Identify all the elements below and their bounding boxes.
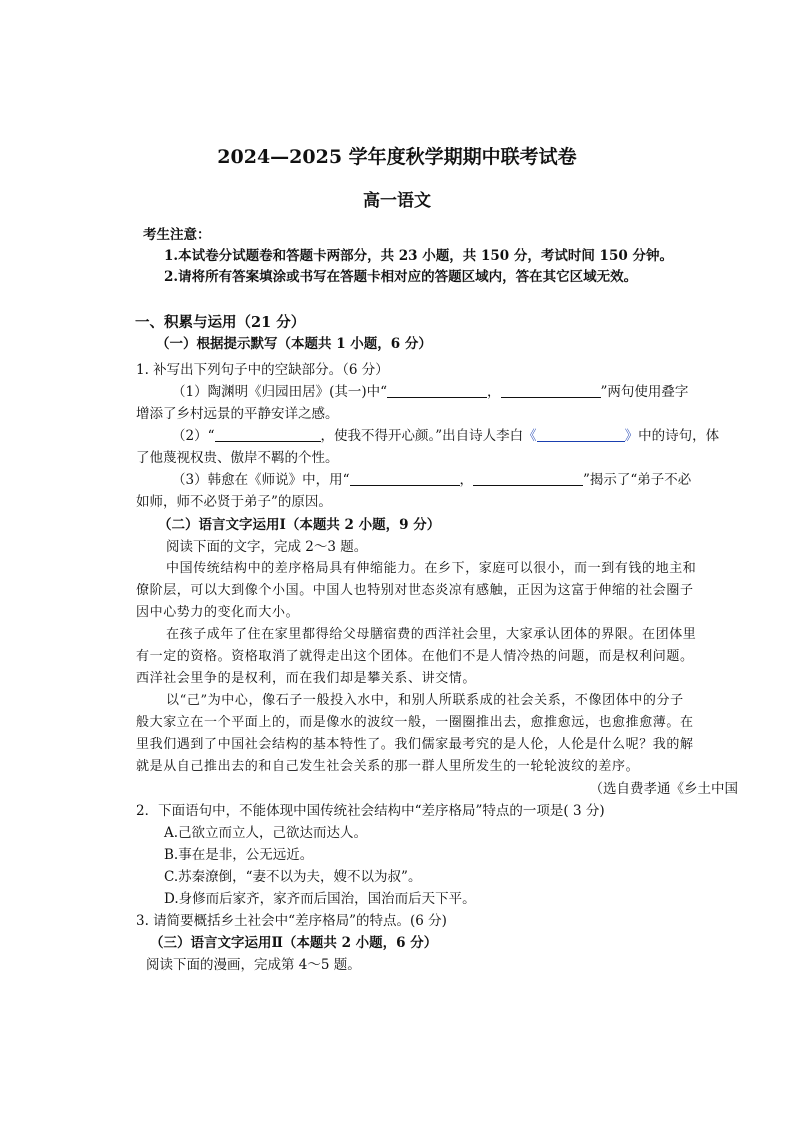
q2-option-c: C.苏秦潦倒，“妻不以为夫，嫂不以为叔”。: [164, 869, 422, 885]
poem-title-blank[interactable]: [537, 427, 625, 442]
passage-line: 在孩子成年了住在家里都得给父母膳宿费的西洋社会里，大家承认团体的界限。在团体里: [166, 627, 697, 642]
q1-3-text-b: ”揭示了“弟子不必: [583, 472, 692, 488]
answer-blank[interactable]: [215, 427, 321, 442]
q1-3-sep: ，: [459, 472, 473, 488]
q2-option-d: D.身修而后家齐，家齐而后国治，国治而后天下平。: [164, 891, 476, 907]
passage-line: 有一定的资格。资格取消了就得走出这个团体。在他们不是人情冷热的问题，而是权利问题。: [136, 649, 694, 664]
passage-source: （选自费孝通《乡土中国: [589, 781, 738, 797]
q2-stem: 2．下面语句中，不能体现中国传统社会结构中“差序格局”特点的一项是( 3 分): [136, 803, 605, 819]
q1-2-cont: 了他蔑视权贵、傲岸不羁的个性。: [136, 450, 339, 466]
q1-2-line: [172, 425, 719, 447]
notice-heading: 考生注意：: [143, 227, 211, 243]
q2-option-b: B.事在是非，公无远近。: [164, 847, 314, 863]
passage-line: 西洋社会里争的是权利，而在我们却是攀关系、讲交情。: [136, 671, 477, 686]
exam-subject: 高一语文: [363, 191, 431, 211]
q1-3-cont: 如师，师不必贤于弟子”的原因。: [136, 494, 332, 510]
q2-option-a: A.己欲立而立人，己欲达而达人。: [164, 825, 368, 841]
q1-3-line: [172, 469, 691, 491]
q1-stem: 1. 补写出下列句子中的空缺部分。（6 分）: [136, 362, 389, 378]
q1-2-text-a: （2）“: [172, 428, 215, 444]
q1-1-text-b: ”两句使用叠字: [600, 384, 689, 400]
section-1-heading: 一、积累与运用（21 分）: [135, 314, 306, 331]
q1-1-cont: 增添了乡村远景的平静安详之感。: [136, 406, 339, 422]
q1-1-text-a: （1）陶渊明《归园田居》(其一)中“: [172, 384, 388, 400]
answer-blank[interactable]: [387, 383, 487, 398]
passage-line: 中国传统结构中的差序格局具有伸缩能力。在乡下，家庭可以很小，而一到有钱的地主和: [166, 561, 697, 576]
q1-2-text-c: 中的诗句，体: [638, 428, 720, 444]
passage-line: 里我们遇到了中国社会结构的基本特性了。我们儒家最考究的是人伦，人伦是什么呢？我的解: [136, 737, 694, 752]
part-2-heading: （二）语言文字运用Ⅰ（本题共 2 小题，9 分）: [158, 517, 441, 533]
part-1-heading: （一）根据提示默写（本题共 1 小题，6 分）: [156, 336, 432, 352]
passage-line: 僚阶层，可以大到像个小国。中国人也特别对世态炎凉有感触，正因为这富于伸缩的社会圈子: [136, 583, 694, 598]
part-3-intro: 阅读下面的漫画，完成第 4～5 题。: [146, 957, 361, 973]
answer-blank[interactable]: [473, 471, 583, 486]
book-bracket-open: 《: [523, 428, 537, 444]
passage-line: 般大家立在一个平面上的，而是像水的波纹一般，一圈圈推出去，愈推愈远，也愈推愈薄。在: [136, 715, 694, 730]
notice-item-1: 1.本试卷分试题卷和答题卡两部分，共 23 小题，共 150 分，考试时间 150 分钟。: [164, 248, 673, 264]
q1-1-sep: ，: [487, 384, 501, 400]
notice-item-2: 2.请将所有答案填涂或书写在答题卡相对应的答题区域内，答在其它区域无效。: [164, 269, 638, 285]
answer-blank[interactable]: [501, 383, 601, 398]
passage-line: 以“己”为中心，像石子一般投入水中，和别人所联系成的社会关系，不像团体中的分子: [166, 693, 684, 708]
passage-line: 因中心势力的变化而大小。: [136, 605, 300, 620]
part-2-intro: 阅读下面的文字，完成 2～3 题。: [166, 539, 368, 555]
exam-title: 2024—2025 学年度秋学期期中联考试卷: [217, 146, 577, 168]
q1-2-text-b: ，使我不得开心颜。”出自诗人李白: [320, 428, 524, 444]
answer-blank[interactable]: [350, 471, 460, 486]
passage-line: 就是从自己推出去的和自己发生社会关系的那一群人里所发生的一轮轮波纹的差序。: [136, 759, 640, 774]
part-3-heading: （三）语言文字运用Ⅱ（本题共 2 小题，6 分）: [150, 935, 438, 951]
q1-1-line: [172, 381, 688, 403]
q1-3-text-a: （3）韩愈在《师说》中，用“: [172, 472, 350, 488]
book-bracket-close: 》: [624, 428, 639, 444]
q3-stem: 3. 请简要概括乡土社会中“差序格局”的特点。(6 分): [136, 913, 447, 929]
